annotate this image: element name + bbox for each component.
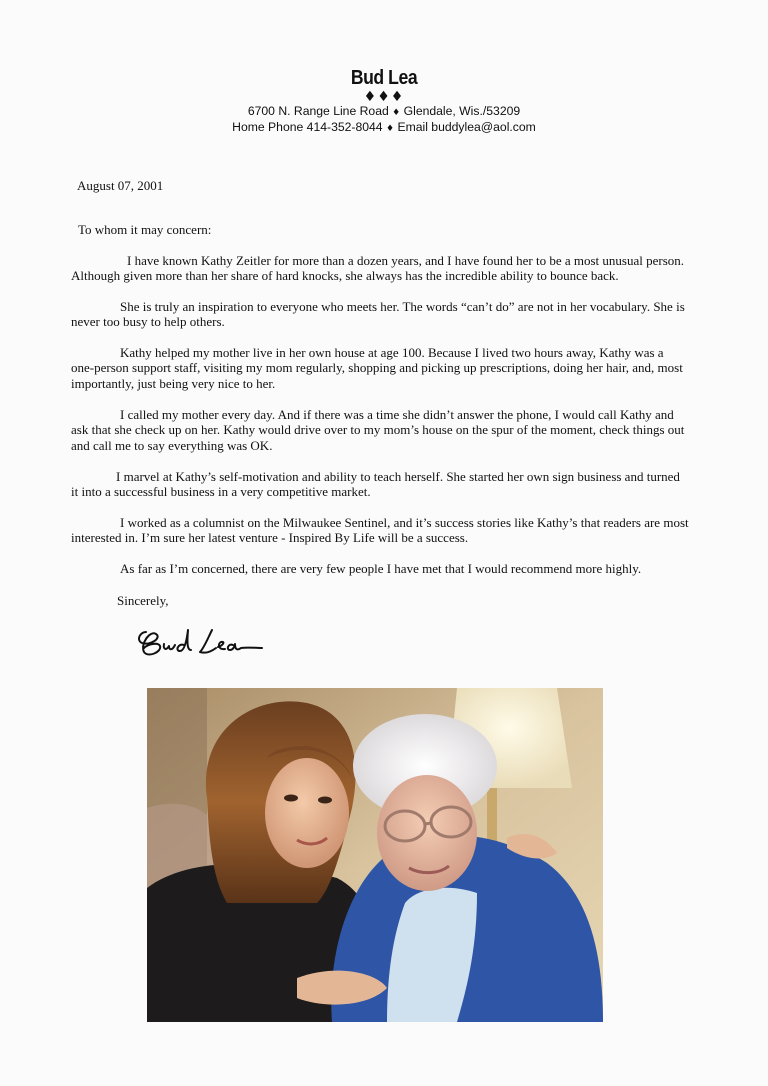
letterhead-contact-line xyxy=(0,120,768,136)
paragraph-1: I have known Kathy Zeitler for more than a dozen years, and I have found her to be a most unusual person. Although given more than her share of hard knocks, she always has the incredible ability to bounce back. xyxy=(71,253,685,284)
letterhead-address-line xyxy=(0,104,768,120)
salutation: To whom it may concern: xyxy=(78,222,212,237)
paragraph-4: I called my mother every day. And if there was a time she didn’t answer the phone, I would call Kathy and ask that she check up on her. Kathy would drive over to my mom’s house on the spur of the moment, check things out and call me to say everything was OK. xyxy=(71,407,685,453)
paragraph-3: Kathy helped my mother live in her own house at age 100. Because I lived two hours away, Kathy was a one-person support staff, visiting my mom regularly, shopping and picking up prescriptions, doing her hair, and, most importantly, just being very nice to her. xyxy=(71,345,683,391)
paragraph-2: She is truly an inspiration to everyone who meets her. The words “can’t do” are not in her vocabulary. She is never too busy to help others. xyxy=(71,299,685,330)
letterhead xyxy=(0,66,768,136)
diamond-separator-icon: ♦ xyxy=(385,124,395,134)
paragraph-6: I worked as a columnist on the Milwaukee Sentinel, and it’s success stories like Kathy’s that readers are most interested in. I’m sure her latest venture - Inspired By Life will be a success. xyxy=(71,515,689,546)
letter-date: August 07, 2001 xyxy=(77,178,164,193)
letterhead-email: Email buddylea@aol.com xyxy=(397,120,536,134)
diamond-separator-icon: ♦ xyxy=(392,108,401,118)
handwritten-signature xyxy=(132,618,272,664)
letterhead-phone: Home Phone 414-352-8044 xyxy=(232,120,383,134)
closing: Sincerely, xyxy=(117,593,169,608)
letterhead-city: Glendale, Wis./53209 xyxy=(403,104,521,118)
photo-two-women xyxy=(147,688,603,1022)
paragraph-5: I marvel at Kathy’s self-motivation and ability to teach herself. She started her own sign business and turned it into a successful business in a very competitive market. xyxy=(71,469,680,500)
paragraph-7: As far as I’m concerned, there are very few people I have met that I would recommend more highly. xyxy=(120,561,642,576)
letterhead-name: Bud Lea xyxy=(350,67,418,89)
letterhead-address: 6700 N. Range Line Road xyxy=(247,104,389,118)
diamond-ornament-icon: ♦♦♦ xyxy=(363,89,405,105)
